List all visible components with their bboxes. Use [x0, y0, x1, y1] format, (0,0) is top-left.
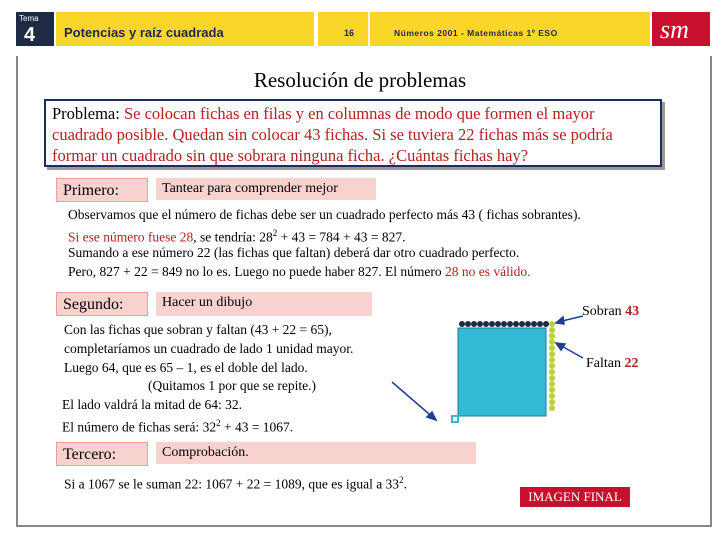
bottom-border — [16, 525, 712, 527]
page-number-box — [318, 12, 368, 46]
step2-line6-a: El número de fichas será: 32 — [62, 419, 217, 435]
step3-method-text: Comprobación. — [162, 445, 249, 460]
step3-line1-a: Si a 1067 se le suman 22: 1067 + 22 = 1089, que es igual a 33 — [64, 476, 400, 492]
step1-line2-a: Si ese número fuese 28 — [68, 229, 194, 245]
tema-badge — [16, 12, 54, 46]
step1-line4 — [68, 262, 531, 281]
step2-label: Segundo: — [63, 296, 124, 313]
faltan-text: Faltan — [586, 356, 625, 371]
step1-line2-sup: 2 — [272, 228, 278, 238]
step1-line2-b: , se tendría: 28 — [193, 229, 273, 245]
step1-line2-c: + 43 = 784 + 43 = 827. — [277, 229, 406, 245]
step1-heading — [56, 178, 148, 202]
step3-line1-sup: 2 — [399, 475, 404, 485]
publisher-logo — [652, 12, 710, 46]
unit-title: Potencias y raíz cuadrada — [64, 25, 224, 40]
faltan-label — [586, 354, 639, 373]
step1-line4-b: 28 no es válido. — [445, 264, 531, 279]
right-column-chips — [549, 321, 555, 411]
tema-number: 4 — [24, 24, 36, 46]
right-border — [710, 56, 712, 526]
book-title: Números 2001 - Matemáticas 1º ESO — [394, 28, 558, 38]
step1-line3: Sumando a ese número 22 (las fichas que faltan) deberá dar otro cuadrado perfecto. — [68, 245, 520, 260]
step1-method-text: Tantear para comprender mejor — [162, 181, 338, 196]
step2-line4: (Quitamos 1 por que se repite.) — [148, 378, 316, 393]
step2-line5: El lado valdrá la mitad de 64: 32. — [62, 397, 242, 412]
unit-title-box — [56, 12, 314, 46]
filled-square — [458, 328, 546, 416]
step2-line1: Con las fichas que sobran y faltan (43 + 22 = 65), — [64, 322, 332, 337]
step2-line6 — [62, 414, 293, 437]
logo-text: sm — [660, 15, 689, 44]
step2-line6-sup: 2 — [216, 418, 221, 428]
arrow-head — [556, 343, 565, 350]
sobran-label — [582, 302, 639, 321]
step2-line6-b: + 43 = 1067. — [220, 419, 294, 435]
step3-heading — [56, 442, 148, 466]
problem-box — [44, 99, 662, 167]
final-image-tag[interactable]: IMAGEN FINAL — [520, 487, 630, 507]
problem-label: Problema: — [52, 104, 120, 123]
step1-label: Primero: — [63, 182, 119, 199]
step3-line1-b: . — [403, 476, 407, 492]
left-border — [16, 56, 18, 526]
page-title: Resolución de problemas — [253, 68, 467, 92]
step1-line1: Observamos que el número de fichas debe ser un cuadrado perfecto más 43 ( fichas sobrantes). — [68, 207, 581, 222]
problem-text: Se colocan fichas en filas y en columnas de modo que formen el mayor cuadrado posible. Quedan sin colocar 43 fichas. Si se tuviera 22 fichas más se podría formar un cuadrado sin que sobrara ninguna ficha. ¿Cuántas fichas hay? — [52, 104, 613, 165]
sobran-value: 43 — [625, 304, 640, 319]
step2-line3: Luego 64, que es 65 – 1, es el doble del lado. — [64, 360, 308, 375]
step1-method — [156, 178, 376, 200]
corner-chip — [452, 416, 458, 422]
top-row-chips — [459, 321, 549, 327]
step2-line2: completaríamos un cuadrado de lado 1 unidad mayor. — [64, 341, 354, 356]
step1-line4-a: Pero, 827 + 22 = 849 no lo es. Luego no puede haber 827. El número — [68, 264, 446, 279]
arrow-head — [556, 317, 564, 324]
sobran-text: Sobran — [582, 304, 626, 319]
page-number: 16 — [344, 28, 355, 38]
book-title-box — [370, 12, 650, 46]
step2-heading — [56, 292, 148, 316]
header-bar — [0, 0, 720, 56]
tema-label: Tema — [19, 14, 39, 23]
step3-line1 — [64, 471, 407, 494]
step3-method — [156, 442, 476, 464]
step2-method-text: Hacer un dibujo — [162, 295, 253, 310]
step3-label: Tercero: — [63, 446, 117, 463]
faltan-value: 22 — [624, 356, 639, 371]
